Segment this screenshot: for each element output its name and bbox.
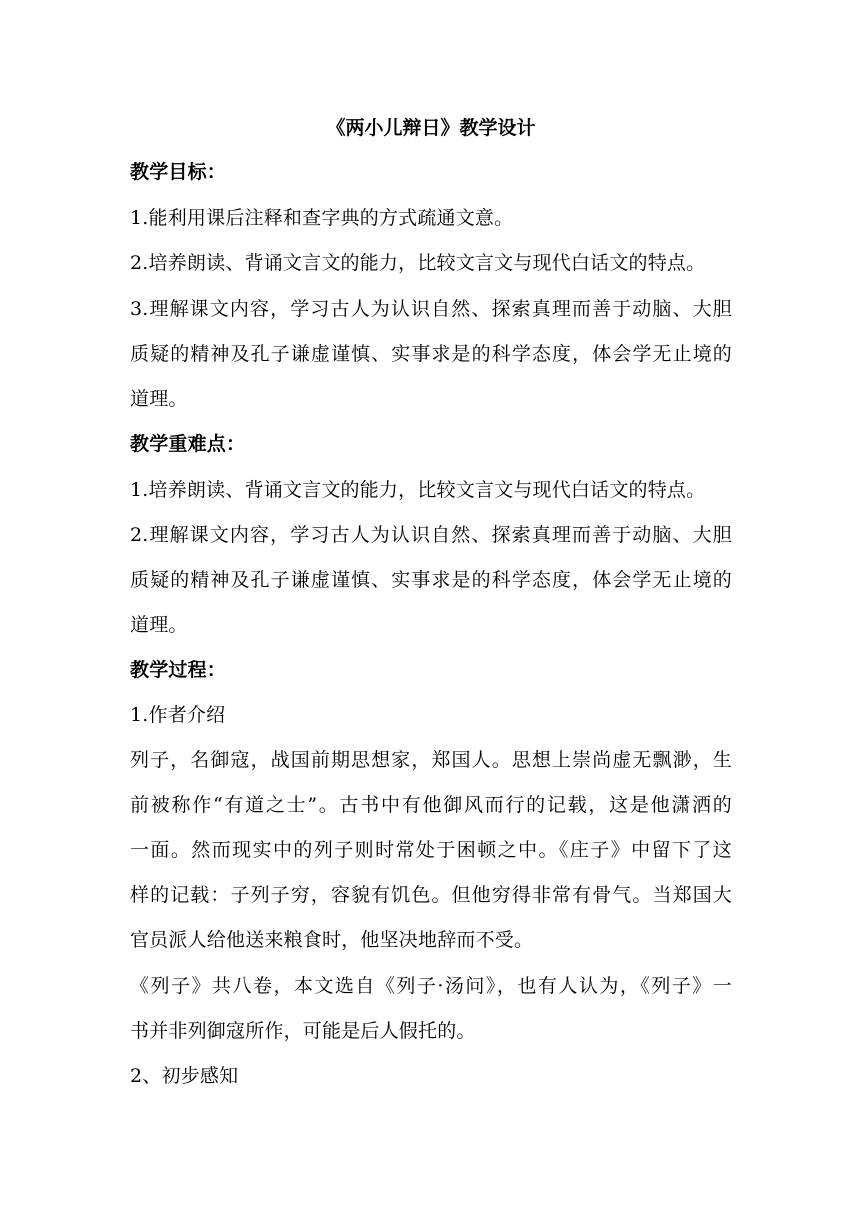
key-point-item-continued: 质疑的精神及孔子谦虚谨慎、实事求是的科学态度，体会学无止境的 xyxy=(130,569,732,591)
objectives-heading: 教学目标： xyxy=(130,161,227,183)
objective-item-continued: 质疑的精神及孔子谦虚谨慎、实事求是的科学态度，体会学无止境的 xyxy=(130,343,732,365)
objective-item: 3.理解课文内容，学习古人为认识自然、探索真理而善于动脑、大胆 xyxy=(130,298,732,320)
document-title: 《两小儿辩日》教学设计 xyxy=(326,117,536,139)
objective-item-continued: 道理。 xyxy=(130,388,188,410)
author-paragraph-line: 列子，名御寇，战国前期思想家，郑国人。思想上崇尚虚无飘渺，生 xyxy=(130,749,732,771)
author-paragraph-line: 一面。然而现实中的列子则时常处于困顿之中。《庄子》中留下了这 xyxy=(130,839,732,861)
objective-item: 2.培养朗读、背诵文言文的能力，比较文言文与现代白话文的特点。 xyxy=(130,252,706,274)
key-points-heading: 教学重难点： xyxy=(130,433,246,455)
author-paragraph-line: 前被称作“有道之士”。古书中有他御风而行的记载，这是他潇洒的 xyxy=(130,794,732,816)
key-point-item: 2.理解课文内容，学习古人为认识自然、探索真理而善于动脑、大胆 xyxy=(130,524,732,546)
objective-item: 1.能利用课后注释和查字典的方式疏通文意。 xyxy=(130,207,514,229)
author-paragraph-line: 样的记载：子列子穷，容貌有饥色。但他穷得非常有骨气。当郑国大 xyxy=(130,884,732,906)
key-point-item: 1.培养朗读、背诵文言文的能力，比较文言文与现代白话文的特点。 xyxy=(130,479,706,501)
process-step-heading: 2、初步感知 xyxy=(130,1065,239,1087)
book-paragraph-line: 书并非列御寇所作，可能是后人假托的。 xyxy=(130,1020,476,1042)
process-heading: 教学过程： xyxy=(130,659,227,681)
process-step-heading: 1.作者介绍 xyxy=(130,704,226,726)
author-paragraph-line: 官员派人给他送来粮食时，他坚决地辞而不受。 xyxy=(130,929,534,951)
key-point-item-continued: 道理。 xyxy=(130,614,188,636)
book-paragraph-line: 《列子》共八卷，本文选自《列子·汤问》，也有人认为，《列子》一 xyxy=(130,975,732,997)
